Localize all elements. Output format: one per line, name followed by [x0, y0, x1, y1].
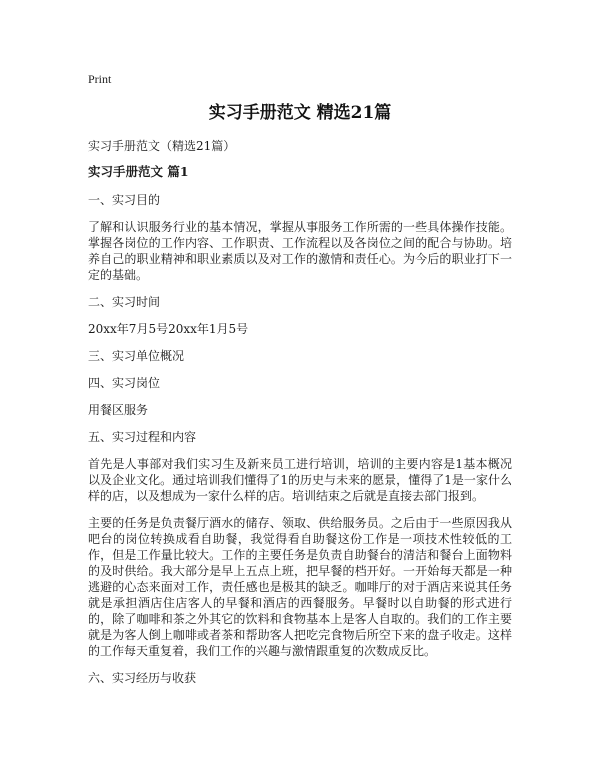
paragraph: 首先是人事部对我们实习生及新来员工进行培训，培训的主要内容是1基本概况以及企业文化。通过培训我们懂得了1的历史与未来的愿景，懂得了1是一家什么样的店，以及想成为一家什么样的店。培训结束之后就是直接去部门报到。: [88, 457, 512, 503]
paragraph: 了解和认识服务行业的基本情况，掌握从事服务工作所需的一些具体操作技能。掌握各岗位的工作内容、工作职责、工作流程以及各岗位之间的配合与协助。培养自己的职业精神和职业素质以及对工作的激情和责任心。为今后的职业打下一定的基础。: [88, 220, 512, 282]
document-subtitle: 实习手册范文（精选21篇）: [88, 139, 236, 153]
section-title: 五、实习过程和内容: [88, 430, 197, 444]
section-title: 二、实习时间: [88, 295, 161, 309]
paragraph: 20xx年7月5号20xx年1月5号: [88, 322, 249, 336]
section-title: 四、实习岗位: [88, 376, 161, 390]
paragraph: 用餐区服务: [88, 403, 149, 417]
section-title: 一、实习目的: [88, 193, 161, 207]
section-heading: 实习手册范文 篇1: [88, 164, 189, 179]
paragraph: 主要的任务是负责餐厅酒水的储存、领取、供给服务员。之后由于一些原因我从吧台的岗位转换成看自助餐，我觉得看自助餐这份工作是一项技术性较低的工作，但是工作量比较大。工作的主要任务是负责自助餐台的清洁和餐台上面物料的及时供给。我大部分是早上五点上班，把早餐的档开好。一开始每天都是一种逃避的心态来面对工作，责任感也是极其的缺乏。咖啡厅的对于酒店来说其任务就是承担酒店住店客人的早餐和酒店的西餐服务。早餐时以自助餐的形式进行的，除了咖啡和茶之外其它的饮料和食物基本上是客人自取的。我们的工作主要就是为客人倒上咖啡或者茶和帮助客人把吃完食物后所空下来的盘子收走。这样的工作每天重复着，我们工作的兴趣与激情跟重复的次数成反比。: [88, 516, 512, 658]
section-title: 三、实习单位概况: [88, 349, 185, 363]
section-title: 六、实习经历与收获: [88, 671, 197, 685]
document-body: [88, 192, 512, 686]
document-title: 实习手册范文 精选21篇: [208, 103, 392, 123]
print-label: Print: [88, 72, 112, 86]
